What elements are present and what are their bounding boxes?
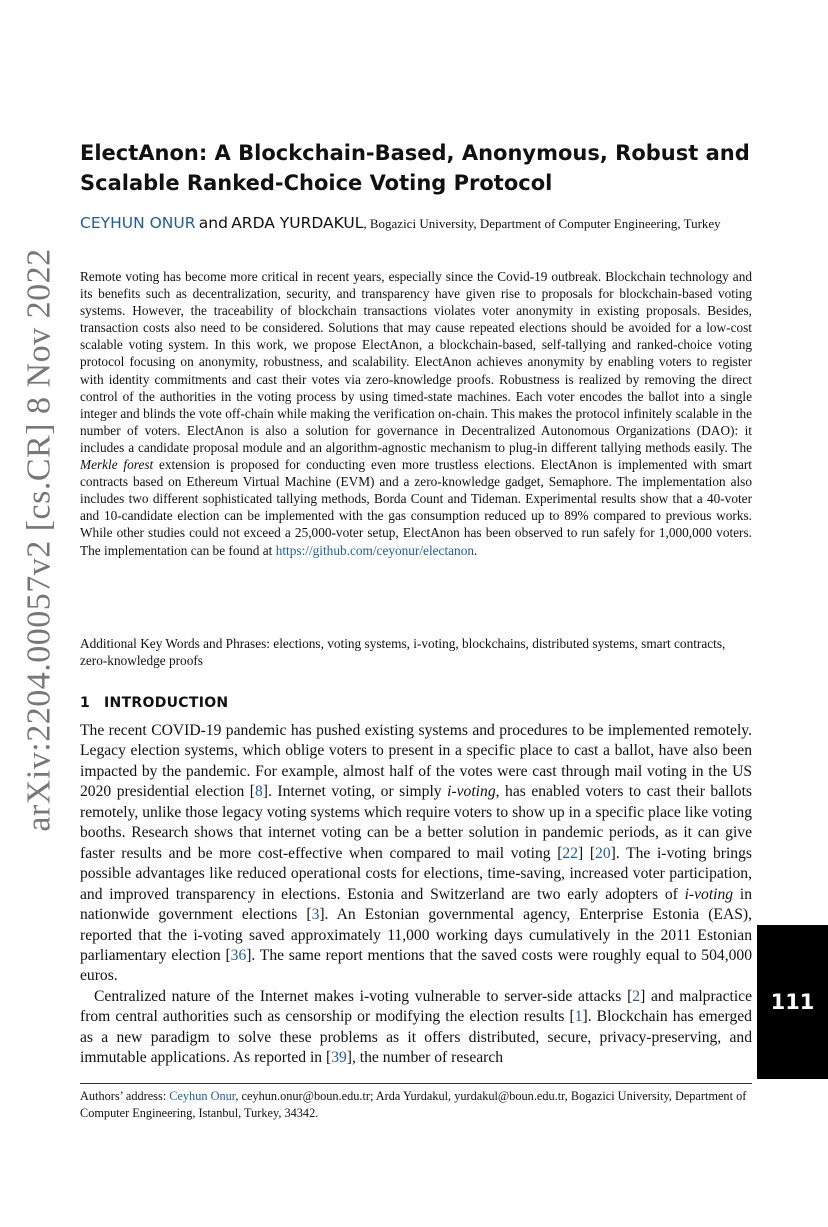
text-run: ]. An Estonian governmental agency, Enterprise Estonia (EAS), reported that the i-voting saved approximately 11,000 working days cumulatively in the 2011 Estonian parliamentary election [ bbox=[80, 906, 752, 964]
abstract-text-1: Remote voting has become more critical in recent years, especially since the Covid-19 outbreak. Blockchain technology and its benefits such as decentralization, security, and transparency have given rise to proposals for blockchain-based voting systems. However, the traceability of blockchain transactions violates voter anonymity in existing proposals. Besides, transaction costs also need to be considered. Solutions that may cause repeated elections should be avoided for a low-cost scalable voting system. In this work, we propose ElectAnon, a blockchain-based, self-tallying and ranked-choice voting protocol focusing on anonymity, robustness, and scalability. ElectAnon achieves anonymity by enabling voters to register with identity commitments and cast their votes via zero-knowledge proofs. Robustness is realized by removing the direct control of the authorities in the voting process by using timed-state machines. Each voter encodes the ballot into a single integer and blinds the vote off-chain while making the verification on-chain. This makes the protocol infinitely scalable in the number of voters. ElectAnon is also a solution for governance in Decentralized Autonomous Organizations (DAO): it includes a candidate proposal module and an algorithm-agnostic mechanism to plug-in different tallying methods easily. The bbox=[80, 269, 752, 455]
citation-link[interactable]: 3 bbox=[311, 906, 320, 924]
arxiv-id-text: arXiv:2204.00057v2 [cs.CR] 8 Nov 2022 bbox=[21, 248, 58, 832]
paper-title: ElectAnon: A Blockchain-Based, Anonymous, Robust and Scalable Ranked-Choice Voting Protocol bbox=[80, 141, 750, 195]
author-link[interactable]: Ceyhun Onur bbox=[169, 1089, 236, 1103]
text-run: Centralized nature of the Internet makes i-voting vulnerable to server-side attacks [ bbox=[94, 987, 633, 1005]
text-run: in nationwide government elections [ bbox=[80, 885, 752, 924]
section-number: 1 bbox=[80, 695, 91, 711]
text-run: , has enabled voters to cast their ballots remotely, unlike those legacy voting systems which require voters to show up in a specific place like voting booths. Research shows that internet voting can be a better solution in pandemic periods, as it can give faster results and be more cost-effective when compared to mail voting [ bbox=[80, 783, 752, 862]
text-run: ]. The same report mentions that the saved costs were roughly equal to 504,000 euros. bbox=[80, 946, 752, 985]
section-heading bbox=[80, 695, 228, 711]
arxiv-identifier-stamp bbox=[0, 240, 80, 840]
text-run: ], the number of research bbox=[346, 1049, 504, 1067]
author-name-1[interactable]: CEYHUN ONUR bbox=[80, 214, 196, 232]
author-conjunction: and bbox=[198, 214, 228, 232]
footnote-lead: Authors’ address: bbox=[80, 1089, 170, 1103]
section-title: INTRODUCTION bbox=[104, 695, 229, 711]
emphasis-text: i-voting bbox=[684, 885, 734, 903]
text-run: ]. Internet voting, or simply bbox=[262, 783, 448, 801]
text-run: The recent COVID-19 pandemic has pushed existing systems and procedures to be implemented remotely. Legacy election systems, which oblige voters to present in a specific place to cast a ballot, have also been impacted by the pandemic. For example, almost half of the votes were cast through mail voting in the US 2020 presidential election [ bbox=[80, 722, 752, 801]
citation-link[interactable]: 8 bbox=[255, 783, 263, 801]
citation-link[interactable]: 1 bbox=[574, 1008, 583, 1026]
abstract-end: . bbox=[474, 542, 478, 558]
text-run: ]. The i-voting brings possible advantages like reduced operational costs for elections, time-saving, increased voter participation, and improved transparency in elections. Estonia and Switzerland are two early adopters of bbox=[80, 844, 752, 903]
keywords: Additional Key Words and Phrases: elections, voting systems, i-voting, blockchains, distributed systems, smart contracts, zero-knowledge proofs bbox=[80, 636, 726, 669]
intro-paragraph-2 bbox=[80, 987, 752, 1069]
citation-link[interactable]: 2 bbox=[632, 987, 641, 1005]
abstract bbox=[80, 268, 752, 559]
abstract-emphasis: Merkle forest bbox=[80, 457, 154, 473]
citation-link[interactable]: 39 bbox=[331, 1049, 347, 1067]
page-number-tab bbox=[757, 925, 828, 1079]
footnote-text: , ceyhun.onur@boun.edu.tr; Arda Yurdakul, yurdakul@boun.edu.tr, Bogazici University, Department of Computer Engineering, Istanbul, Turkey, 34342. bbox=[80, 1089, 747, 1120]
citation-link[interactable]: 22 bbox=[562, 844, 578, 862]
author-name-2: ARDA YURDAKUL bbox=[231, 214, 364, 232]
authors-address-footnote bbox=[80, 1088, 752, 1122]
page-number: 111 bbox=[770, 990, 815, 1014]
introduction-body bbox=[80, 721, 752, 1069]
text-run: ] and malpractice from central authorities such as censorship or modifying the election results [ bbox=[80, 987, 752, 1026]
abstract-text-2: extension is proposed for conducting even more trustless elections. ElectAnon is implemented with smart contracts based on Ethereum Virtual Machine (EVM) and a zero-knowledge gadget, Semaphore. The implementation also includes two different sophisticated tallying methods, Borda Count and Tideman. Experimental results show that a 40-voter and 10-candidate election can be implemented with the gas consumption reduced up to 89% compared to previous works. While other studies could not exceed a 25,000-voter setup, ElectAnon has been observed to run safely for 1,000,000 voters. The implementation can be found at bbox=[80, 457, 752, 558]
citation-link[interactable]: 36 bbox=[230, 946, 247, 964]
text-run: ]. Blockchain has emerged as a new paradigm to solve these problems as it offers distributed, secure, privacy-preserving, and immutable applications. As reported in [ bbox=[80, 1008, 752, 1067]
text-run: ] [ bbox=[578, 844, 596, 862]
emphasis-text: i-voting bbox=[447, 783, 496, 801]
footnote-divider bbox=[80, 1083, 752, 1084]
citation-link[interactable]: 20 bbox=[595, 844, 611, 862]
author-affiliation: , Bogazici University, Department of Computer Engineering, Turkey bbox=[363, 216, 721, 231]
author-line bbox=[80, 213, 752, 234]
intro-paragraph-1 bbox=[80, 721, 752, 987]
github-link[interactable]: https://github.com/ceyonur/electanon bbox=[275, 542, 475, 558]
